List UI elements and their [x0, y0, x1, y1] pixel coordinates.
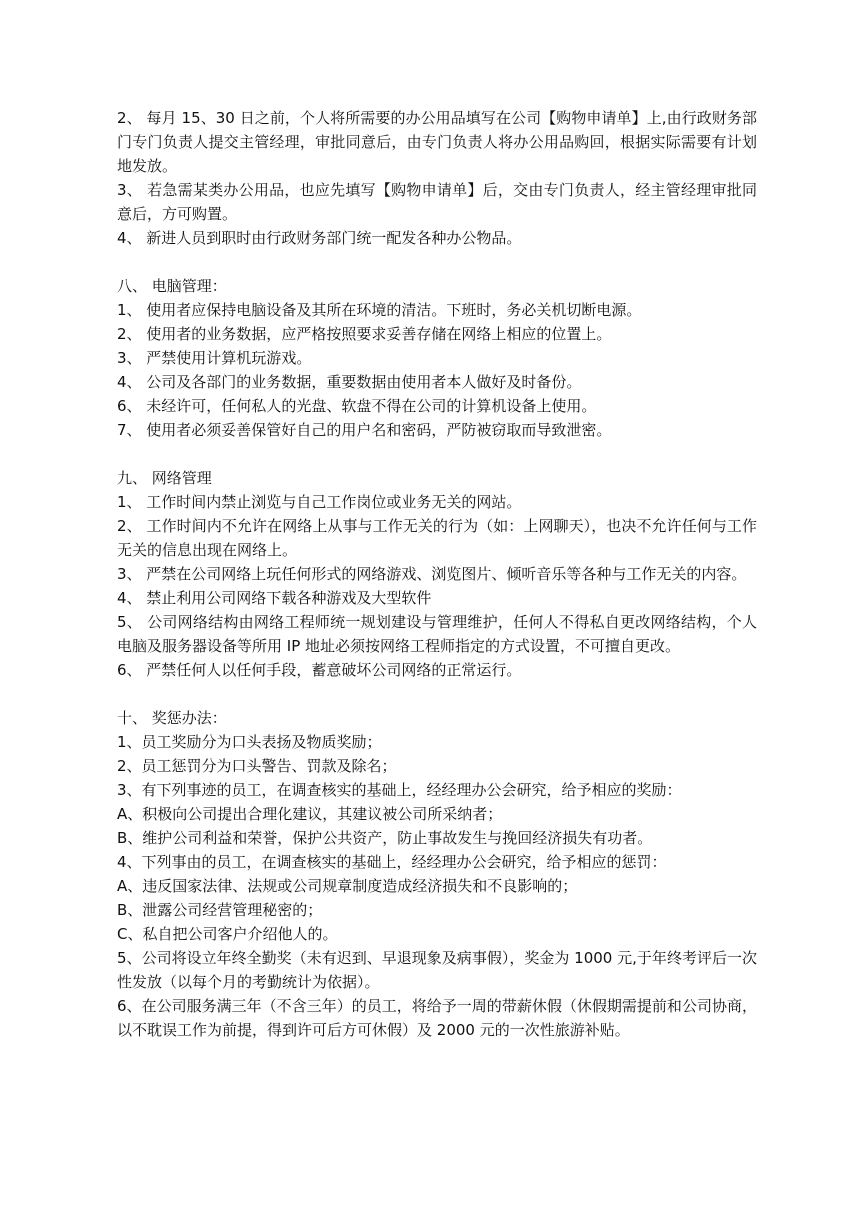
section-gap — [117, 442, 757, 466]
document-section — [117, 706, 757, 1042]
document-body — [117, 106, 757, 1042]
paragraph: 3、 严禁在公司网络上玩任何形式的网络游戏、浏览图片、倾听音乐等各种与工作无关的内容。 — [117, 565, 747, 583]
paragraph: 1、 使用者应保持电脑设备及其所在环境的清洁。下班时，务必关机切断电源。 — [117, 301, 642, 319]
paragraph: 4、 新进人员到职时由行政财务部门统一配发各种办公物品。 — [117, 229, 522, 247]
section-heading: 十、 奖惩办法： — [117, 709, 227, 727]
paragraph: A、积极向公司提出合理化建议，其建议被公司所采纳者； — [117, 805, 503, 823]
paragraph: 1、员工奖励分为口头表扬及物质奖励； — [117, 733, 382, 751]
document-section — [117, 466, 757, 682]
paragraph: 7、 使用者必须妥善保管好自己的用户名和密码，严防被窃取而导致泄密。 — [117, 421, 612, 439]
paragraph: 6、 未经许可，任何私人的光盘、软盘不得在公司的计算机设备上使用。 — [117, 397, 597, 415]
paragraph: 2、员工惩罚分为口头警告、罚款及除名； — [117, 757, 397, 775]
paragraph: 2、 使用者的业务数据，应严格按照要求妥善存储在网络上相应的位置上。 — [117, 325, 612, 343]
section-heading: 八、 电脑管理： — [117, 277, 227, 295]
paragraph: 4、 禁止利用公司网络下载各种游戏及大型软件 — [117, 589, 432, 607]
document-section — [117, 274, 757, 442]
section-heading: 九、 网络管理 — [117, 469, 212, 487]
paragraph: B、泄露公司经营管理秘密的； — [117, 901, 323, 919]
document-section — [117, 106, 757, 250]
paragraph: 2、 每月 15、30 日之前，个人将所需要的办公用品填写在公司【购物申请单】上,由行政财务部门专门负责人提交主管经理，审批同意后，由专门负责人将办公用品购回，根据实际需要有计划地发放。 — [117, 109, 757, 175]
paragraph: B、维护公司利益和荣誉，保护公共资产，防止事故发生与挽回经济损失有功者。 — [117, 829, 653, 847]
paragraph: 6、在公司服务满三年（不含三年）的员工，将给予一周的带薪休假（休假期需提前和公司协商，以不耽误工作为前提，得到许可后方可休假）及 2000 元的一次性旅游补贴。 — [117, 997, 757, 1039]
section-gap — [117, 250, 757, 274]
paragraph: 1、 工作时间内禁止浏览与自己工作岗位或业务无关的网站。 — [117, 493, 522, 511]
paragraph: 2、 工作时间内不允许在网络上从事与工作无关的行为（如：上网聊天），也决不允许任何与工作无关的信息出现在网络上。 — [117, 517, 757, 559]
paragraph: 4、下列事由的员工，在调查核实的基础上，经经理办公会研究，给予相应的惩罚： — [117, 853, 667, 871]
paragraph: 6、 严禁任何人以任何手段，蓄意破坏公司网络的正常运行。 — [117, 661, 522, 679]
paragraph: 4、 公司及各部门的业务数据，重要数据由使用者本人做好及时备份。 — [117, 373, 582, 391]
paragraph: 3、 严禁使用计算机玩游戏。 — [117, 349, 312, 367]
section-gap — [117, 682, 757, 706]
paragraph: 3、 若急需某类办公用品，也应先填写【购物申请单】后，交由专门负责人，经主管经理审批同意后，方可购置。 — [117, 181, 757, 223]
paragraph: 5、 公司网络结构由网络工程师统一规划建设与管理维护，任何人不得私自更改网络结构，个人电脑及服务器设备等所用 IP 地址必须按网络工程师指定的方式设置，不可擅自更改。 — [117, 613, 757, 655]
paragraph: 3、有下列事迹的员工，在调查核实的基础上，经经理办公会研究，给予相应的奖励： — [117, 781, 682, 799]
paragraph: A、违反国家法律、法规或公司规章制度造成经济损失和不良影响的； — [117, 877, 578, 895]
paragraph: 5、公司将设立年终全勤奖（未有迟到、早退现象及病事假），奖金为 1000 元,于年终考评后一次性发放（以每个月的考勤统计为依据）。 — [117, 949, 757, 991]
paragraph: C、私自把公司客户介绍他人的。 — [117, 925, 338, 943]
